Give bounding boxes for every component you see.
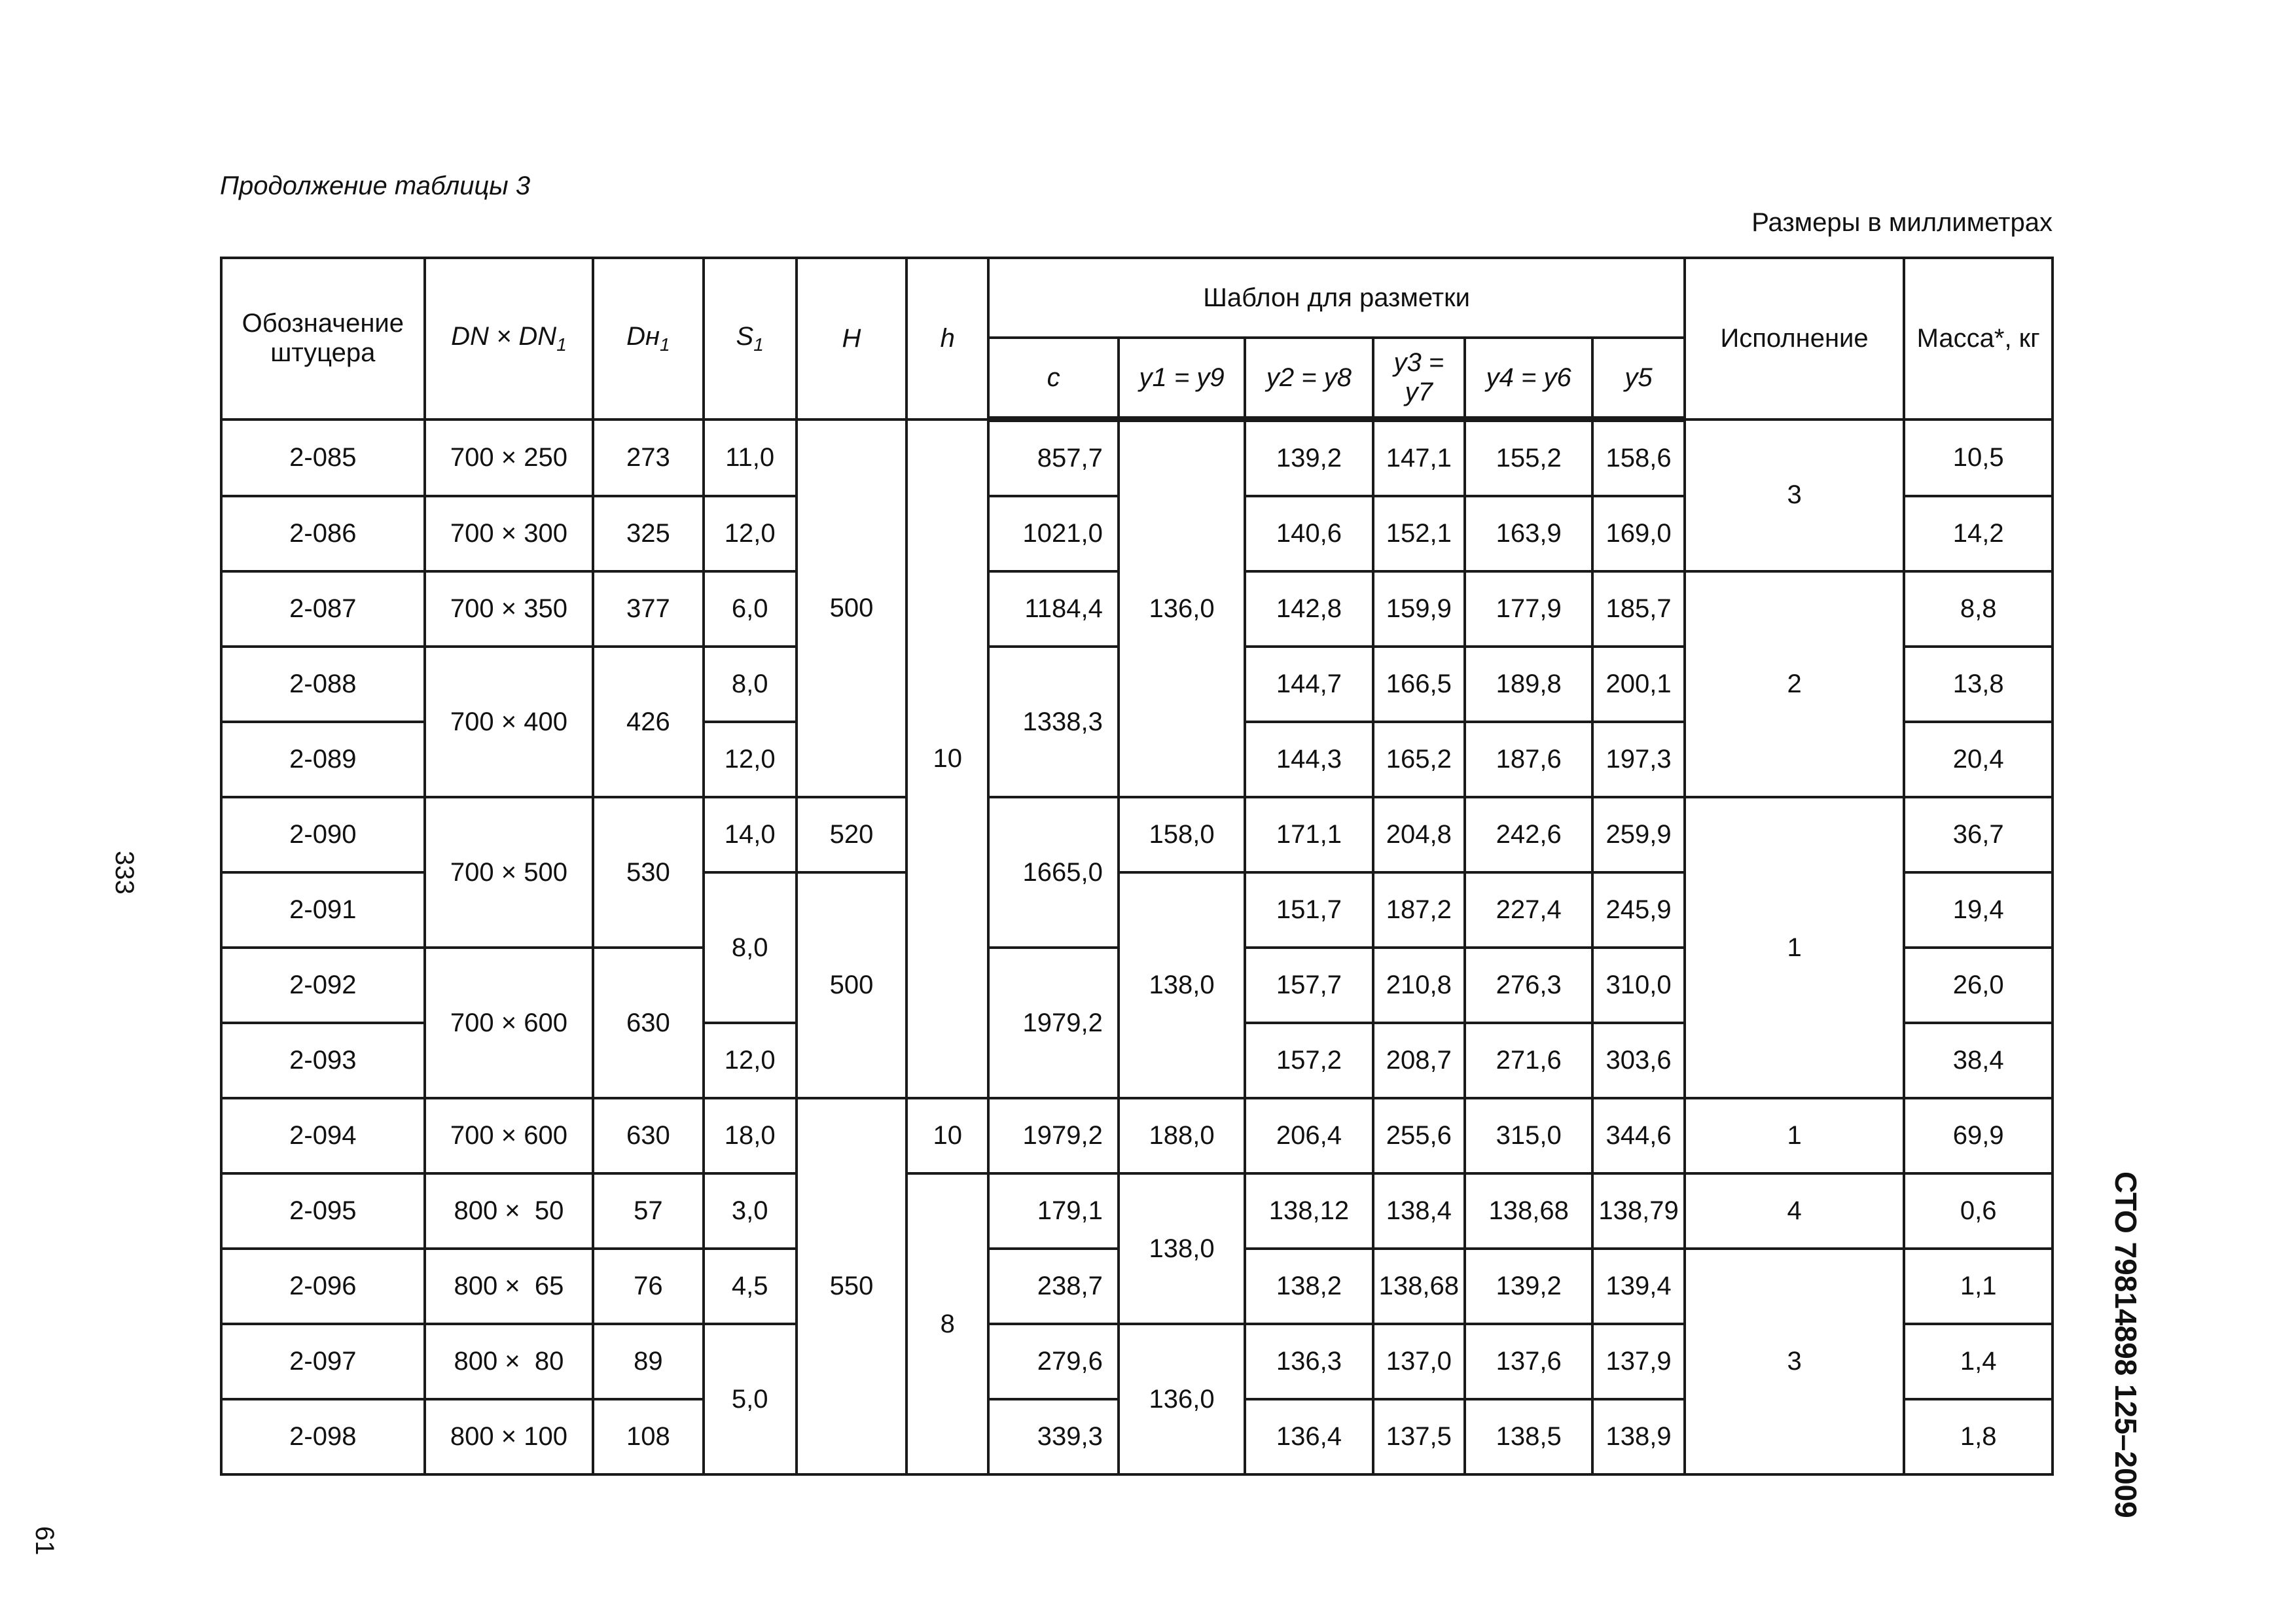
cell-y3: 138,68	[1373, 1249, 1465, 1324]
col-dn-header: DN × $DN_1$	[425, 258, 594, 419]
cell-dh: 57	[593, 1173, 703, 1249]
cell-dn: 700 × 350	[425, 571, 594, 647]
col-y4-header: y4 = y6	[1465, 338, 1592, 419]
table-row	[221, 1173, 2053, 1249]
cell-dn: 700 × 250	[425, 419, 594, 497]
cell-h: 10	[906, 419, 988, 1099]
table-row	[221, 419, 2053, 497]
cell-y2: 206,4	[1245, 1098, 1372, 1173]
cell-mass: 14,2	[1904, 496, 2053, 571]
cell-y2: 136,4	[1245, 1399, 1372, 1474]
cell-dh: 273	[593, 419, 703, 497]
cell-s1: 12,0	[704, 1023, 797, 1098]
cell-s1: 18,0	[704, 1098, 797, 1173]
cell-y2: 136,3	[1245, 1324, 1372, 1399]
cell-y5: 158,6	[1592, 419, 1684, 497]
col-designation-header: Обозначение штуцера	[221, 258, 425, 419]
col-H-header: H	[797, 258, 906, 419]
cell-designation: 2-087	[221, 571, 425, 647]
cell-y5: 138,9	[1592, 1399, 1684, 1474]
cell-c: 179,1	[988, 1173, 1118, 1249]
cell-execution: 1	[1685, 797, 1905, 1098]
col-s1-header: $S_1$	[704, 258, 797, 419]
cell-dh: 76	[593, 1249, 703, 1324]
cell-c: 279,6	[988, 1324, 1118, 1399]
col-y1-header: y1 = y9	[1119, 338, 1245, 419]
table-row	[221, 1098, 2053, 1173]
cell-dn: 800 × 65	[425, 1249, 594, 1324]
col-y3-header: y3 = y7	[1373, 338, 1465, 419]
cell-mass: 36,7	[1904, 797, 2053, 872]
document-code: СТО 79814898 125–2009	[2109, 1171, 2143, 1518]
cell-y4: 177,9	[1465, 571, 1592, 647]
cell-s1: 6,0	[704, 571, 797, 647]
cell-c: 1665,0	[988, 797, 1118, 948]
cell-dn: 800 × 80	[425, 1324, 594, 1399]
cell-mass: 1,1	[1904, 1249, 2053, 1324]
cell-c: 1979,2	[988, 948, 1118, 1098]
cell-mass: 8,8	[1904, 571, 2053, 647]
cell-y3: 147,1	[1373, 419, 1465, 497]
cell-y4: 138,68	[1465, 1173, 1592, 1249]
col-c-header: c	[988, 338, 1118, 419]
cell-H: 550	[797, 1098, 906, 1474]
cell-s1: 8,0	[704, 872, 797, 1023]
cell-y5: 197,3	[1592, 722, 1684, 797]
cell-designation: 2-096	[221, 1249, 425, 1324]
cell-designation: 2-091	[221, 872, 425, 948]
cell-designation: 2-095	[221, 1173, 425, 1249]
cell-y3: 210,8	[1373, 948, 1465, 1023]
cell-y1: 136,0	[1119, 419, 1245, 798]
cell-y3: 137,5	[1373, 1399, 1465, 1474]
cell-dh: 530	[593, 797, 703, 948]
cell-s1: 8,0	[704, 647, 797, 722]
cell-y3: 165,2	[1373, 722, 1465, 797]
cell-y2: 140,6	[1245, 496, 1372, 571]
cell-c: 1184,4	[988, 571, 1118, 647]
cell-c: 1338,3	[988, 647, 1118, 797]
cell-mass: 26,0	[1904, 948, 2053, 1023]
cell-h: 8	[906, 1173, 988, 1474]
cell-dh: 377	[593, 571, 703, 647]
cell-y4: 227,4	[1465, 872, 1592, 948]
col-mass-header: Масса*, кг	[1904, 258, 2053, 419]
template-group-header: Шаблон для разметки	[988, 258, 1684, 338]
cell-y4: 276,3	[1465, 948, 1592, 1023]
cell-y1: 136,0	[1119, 1324, 1245, 1474]
page-number-bottom: 61	[30, 1526, 59, 1556]
cell-s1: 4,5	[704, 1249, 797, 1324]
cell-y1: 158,0	[1119, 797, 1245, 872]
header-row-1	[221, 258, 2053, 338]
cell-y4: 315,0	[1465, 1098, 1592, 1173]
cell-y2: 138,2	[1245, 1249, 1372, 1324]
cell-designation: 2-098	[221, 1399, 425, 1474]
cell-designation: 2-093	[221, 1023, 425, 1098]
cell-y3: 159,9	[1373, 571, 1465, 647]
cell-designation: 2-090	[221, 797, 425, 872]
cell-mass: 38,4	[1904, 1023, 2053, 1098]
cell-y5: 139,4	[1592, 1249, 1684, 1324]
cell-y2: 144,7	[1245, 647, 1372, 722]
cell-y4: 271,6	[1465, 1023, 1592, 1098]
cell-y5: 169,0	[1592, 496, 1684, 571]
cell-y2: 171,1	[1245, 797, 1372, 872]
cell-y5: 185,7	[1592, 571, 1684, 647]
cell-y1: 138,0	[1119, 872, 1245, 1098]
cell-dn: 700 × 500	[425, 797, 594, 948]
cell-y2: 157,2	[1245, 1023, 1372, 1098]
cell-h: 10	[906, 1098, 988, 1173]
cell-designation: 2-086	[221, 496, 425, 571]
cell-dh: 630	[593, 1098, 703, 1173]
cell-dn: 800 × 100	[425, 1399, 594, 1474]
cell-y2: 139,2	[1245, 419, 1372, 497]
cell-designation: 2-094	[221, 1098, 425, 1173]
cell-y3: 138,4	[1373, 1173, 1465, 1249]
col-y5-header: y5	[1592, 338, 1684, 419]
col-y2-header: y2 = y8	[1245, 338, 1372, 419]
cell-y4: 139,2	[1465, 1249, 1592, 1324]
cell-y4: 187,6	[1465, 722, 1592, 797]
cell-s1: 5,0	[704, 1324, 797, 1474]
cell-dn: 700 × 300	[425, 496, 594, 571]
cell-s1: 14,0	[704, 797, 797, 872]
cell-y3: 187,2	[1373, 872, 1465, 948]
cell-y4: 137,6	[1465, 1324, 1592, 1399]
cell-y3: 137,0	[1373, 1324, 1465, 1399]
table-row	[221, 797, 2053, 872]
cell-y5: 344,6	[1592, 1098, 1684, 1173]
cell-y2: 151,7	[1245, 872, 1372, 948]
cell-y4: 189,8	[1465, 647, 1592, 722]
cell-s1: 12,0	[704, 722, 797, 797]
col-dh-header: $Dн_1$	[593, 258, 703, 419]
cell-y5: 245,9	[1592, 872, 1684, 948]
cell-mass: 1,4	[1904, 1324, 2053, 1399]
table-caption: Продолжение таблицы 3	[220, 171, 531, 200]
cell-designation: 2-097	[221, 1324, 425, 1399]
cell-mass: 69,9	[1904, 1098, 2053, 1173]
cell-dn: 700 × 400	[425, 647, 594, 797]
col-h-header: h	[906, 258, 988, 419]
units-note: Размеры в миллиметрах	[1751, 208, 2053, 237]
cell-execution: 2	[1685, 571, 1905, 797]
cell-c: 1979,2	[988, 1098, 1118, 1173]
cell-y2: 142,8	[1245, 571, 1372, 647]
cell-designation: 2-085	[221, 419, 425, 497]
cell-dn: 700 × 600	[425, 948, 594, 1098]
cell-y5: 303,6	[1592, 1023, 1684, 1098]
cell-dh: 426	[593, 647, 703, 797]
cell-c: 857,7	[988, 419, 1118, 497]
cell-mass: 1,8	[1904, 1399, 2053, 1474]
cell-H: 520	[797, 797, 906, 872]
cell-y4: 242,6	[1465, 797, 1592, 872]
cell-c: 1021,0	[988, 496, 1118, 571]
cell-mass: 19,4	[1904, 872, 2053, 948]
cell-designation: 2-092	[221, 948, 425, 1023]
cell-y1: 138,0	[1119, 1173, 1245, 1324]
cell-y2: 144,3	[1245, 722, 1372, 797]
cell-dh: 89	[593, 1324, 703, 1399]
cell-y3: 152,1	[1373, 496, 1465, 571]
cell-y3: 208,7	[1373, 1023, 1465, 1098]
cell-dn: 700 × 600	[425, 1098, 594, 1173]
cell-y2: 138,12	[1245, 1173, 1372, 1249]
cell-execution: 1	[1685, 1098, 1905, 1173]
cell-c: 238,7	[988, 1249, 1118, 1324]
cell-mass: 0,6	[1904, 1173, 2053, 1249]
cell-designation: 2-089	[221, 722, 425, 797]
cell-execution: 3	[1685, 1249, 1905, 1474]
cell-y5: 259,9	[1592, 797, 1684, 872]
cell-s1: 12,0	[704, 496, 797, 571]
cell-execution: 4	[1685, 1173, 1905, 1249]
cell-mass: 20,4	[1904, 722, 2053, 797]
cell-y4: 138,5	[1465, 1399, 1592, 1474]
cell-H: 500	[797, 872, 906, 1098]
cell-y4: 155,2	[1465, 419, 1592, 497]
cell-y5: 138,79	[1592, 1173, 1684, 1249]
cell-y5: 200,1	[1592, 647, 1684, 722]
cell-y3: 166,5	[1373, 647, 1465, 722]
dimensions-table	[220, 257, 2054, 1476]
cell-H: 500	[797, 419, 906, 798]
cell-dh: 325	[593, 496, 703, 571]
cell-mass: 10,5	[1904, 419, 2053, 497]
cell-y2: 157,7	[1245, 948, 1372, 1023]
cell-dn: 800 × 50	[425, 1173, 594, 1249]
cell-s1: 11,0	[704, 419, 797, 497]
cell-dh: 108	[593, 1399, 703, 1474]
cell-y1: 188,0	[1119, 1098, 1245, 1173]
cell-execution: 3	[1685, 419, 1905, 572]
cell-y5: 310,0	[1592, 948, 1684, 1023]
cell-y5: 137,9	[1592, 1324, 1684, 1399]
col-execution-header: Исполнение	[1685, 258, 1905, 419]
cell-y3: 204,8	[1373, 797, 1465, 872]
cell-dh: 630	[593, 948, 703, 1098]
page-number-vertical: 333	[110, 851, 139, 895]
cell-s1: 3,0	[704, 1173, 797, 1249]
cell-c: 339,3	[988, 1399, 1118, 1474]
cell-y3: 255,6	[1373, 1098, 1465, 1173]
cell-y4: 163,9	[1465, 496, 1592, 571]
cell-designation: 2-088	[221, 647, 425, 722]
cell-mass: 13,8	[1904, 647, 2053, 722]
